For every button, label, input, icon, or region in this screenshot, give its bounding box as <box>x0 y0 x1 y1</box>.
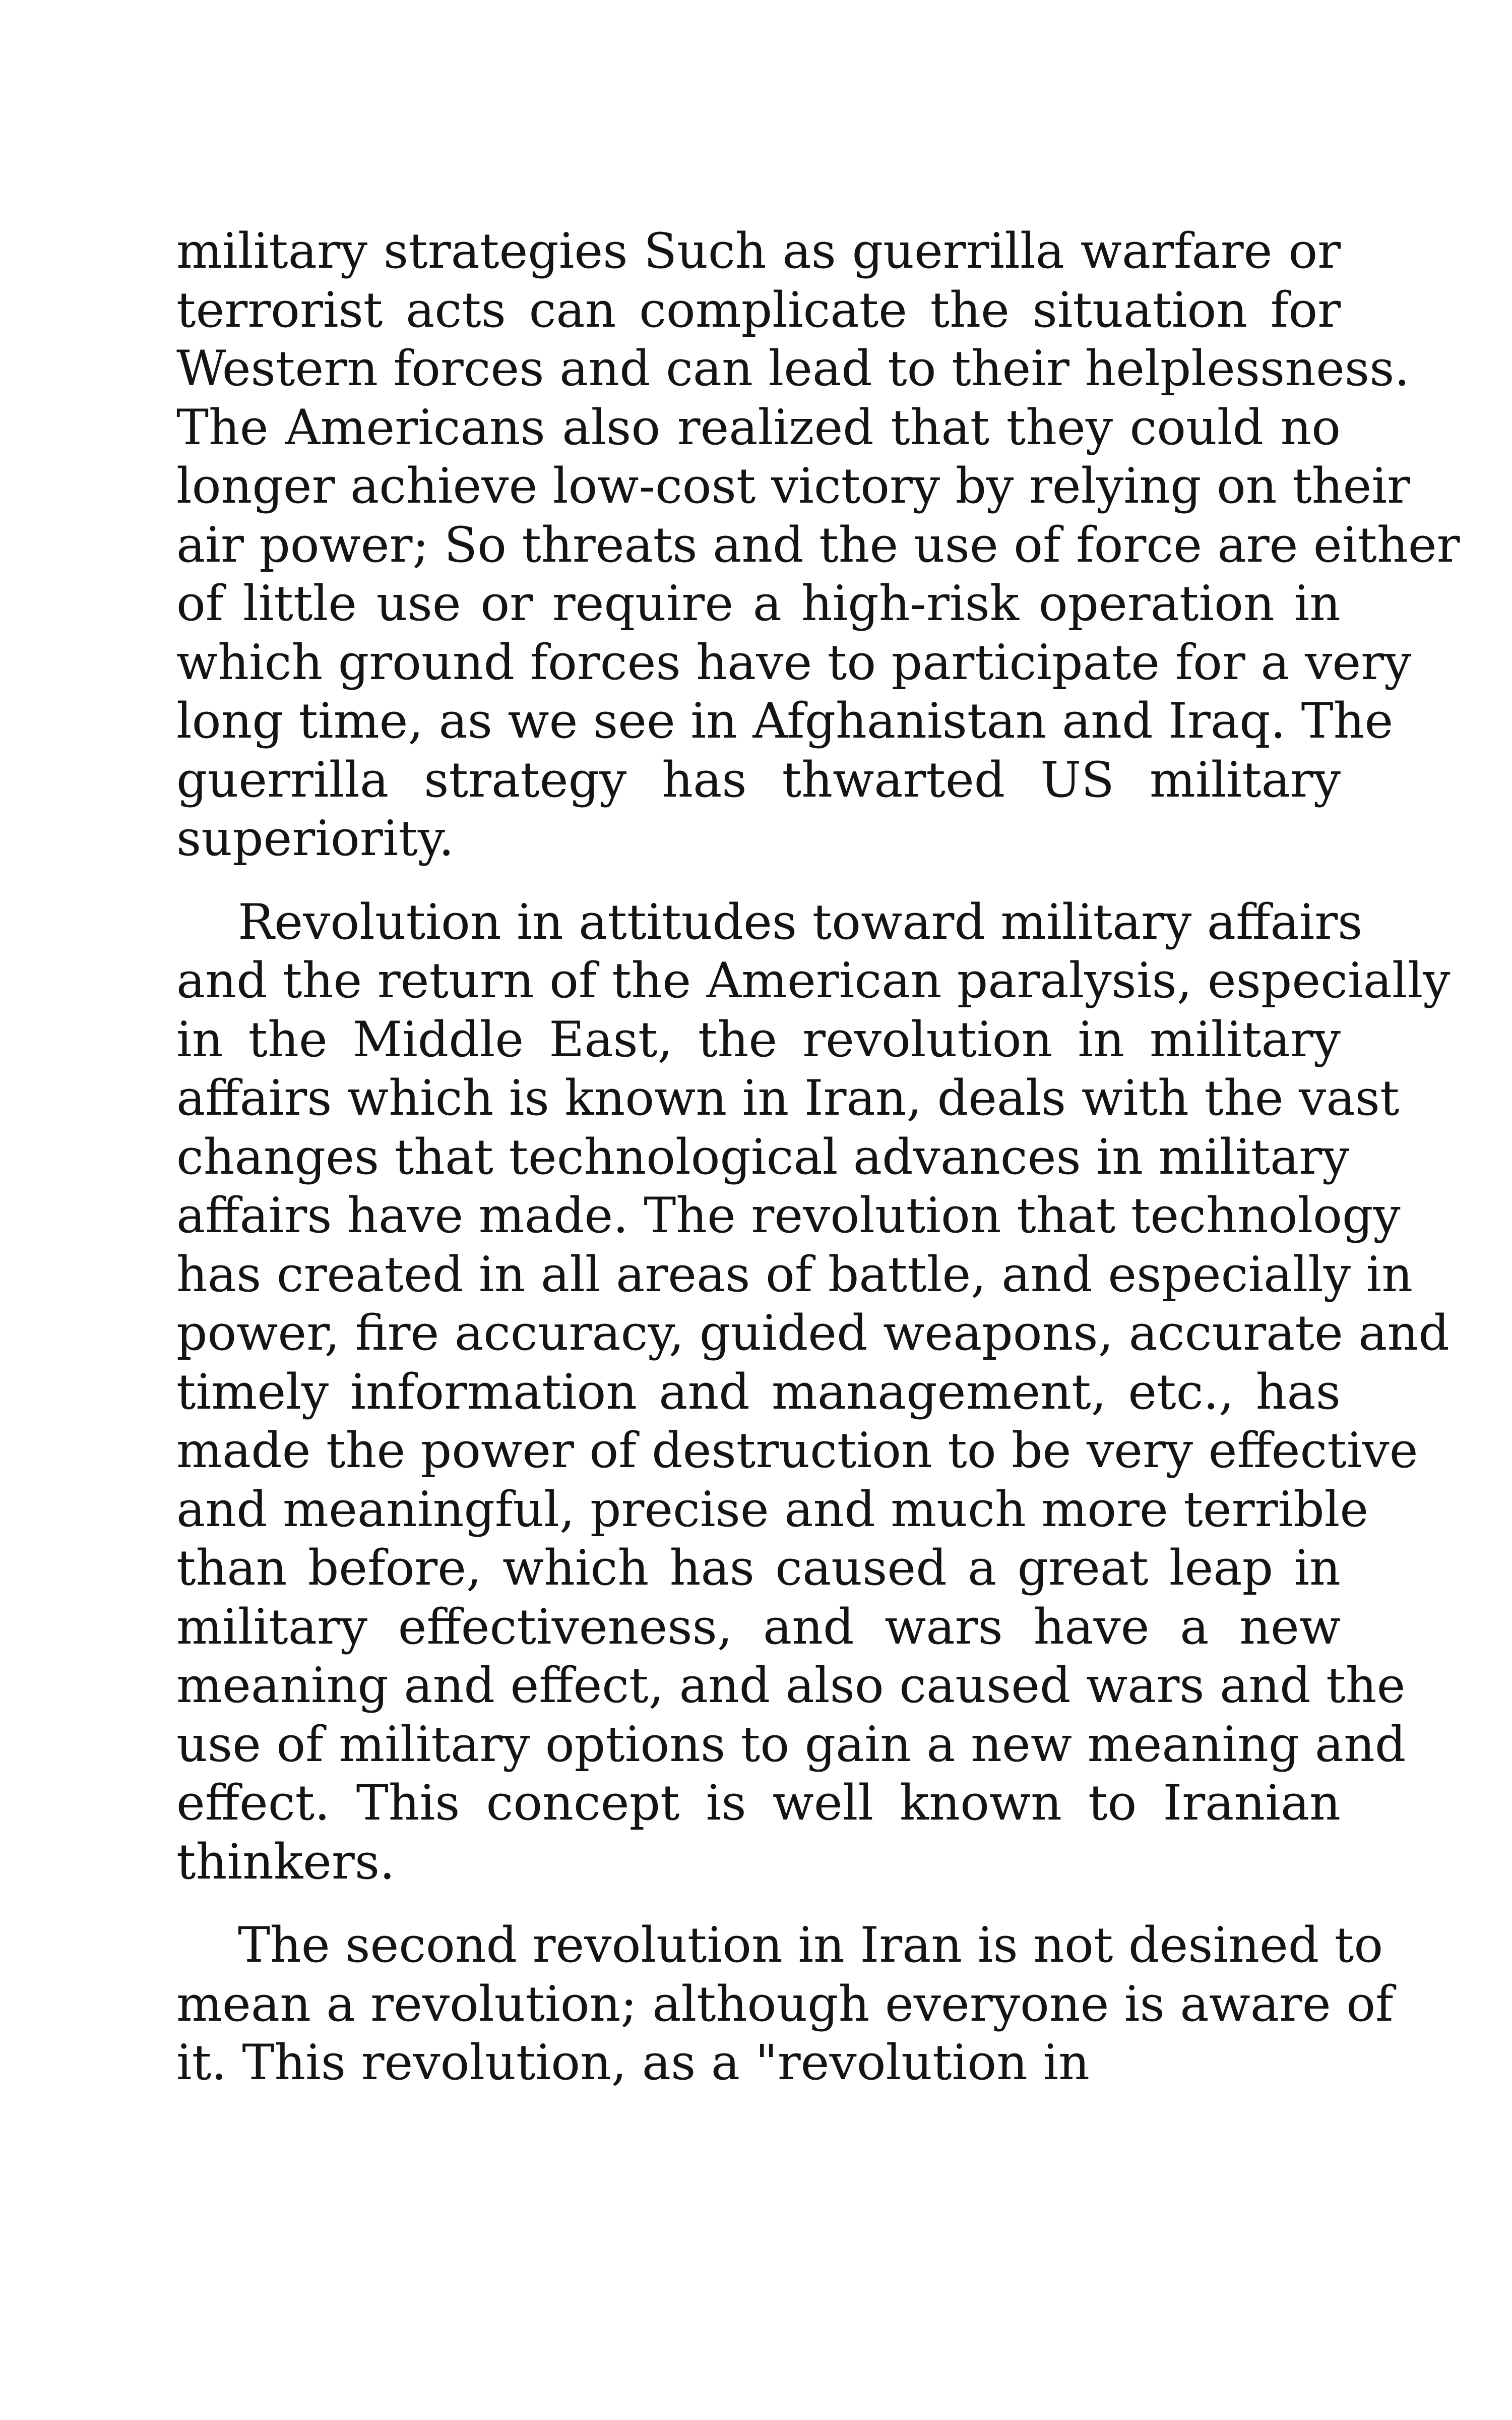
paragraph-2 <box>176 893 1451 1892</box>
text-line: meaning and effect, and also caused wars and the <box>176 1657 1406 1714</box>
text-line: affairs have made. The revolution that technology <box>176 1187 1401 1244</box>
text-line: affairs which is known in Iran, deals with the vast <box>176 1070 1400 1126</box>
text-line: has created in all areas of battle, and especially in <box>176 1246 1413 1303</box>
text-line: The second revolution in Iran is not desined to <box>238 1917 1383 1973</box>
text-line: and meaningful, precise and much more terrible <box>176 1481 1369 1538</box>
body-text <box>176 222 1460 2092</box>
text-line: Western forces and can lead to their helplessness. <box>176 340 1410 397</box>
text-line: than before, which has caused a great leap in <box>176 1540 1341 1596</box>
text-line: terrorist acts can complicate the situation for <box>176 281 1341 338</box>
paragraph-3 <box>176 1916 1394 2092</box>
text-line: changes that technological advances in military <box>176 1128 1350 1185</box>
text-line: longer achieve low-cost victory by relying on their <box>176 458 1410 514</box>
paragraph-1 <box>176 222 1460 868</box>
text-line: Revolution in attitudes toward military affairs <box>238 893 1363 950</box>
text-line: air power; So threats and the use of force are either <box>176 516 1460 573</box>
text-line: thinkers. <box>176 1833 395 1890</box>
text-line: power, fire accuracy, guided weapons, accurate and <box>176 1305 1450 1361</box>
text-line: of little use or require a high-risk operation in <box>176 575 1341 632</box>
text-line: military effectiveness, and wars have a new <box>176 1598 1341 1655</box>
text-line: use of military options to gain a new meaning and <box>176 1716 1406 1773</box>
text-line: timely information and management, etc., has <box>176 1363 1341 1420</box>
text-line: The Americans also realized that they could no <box>176 399 1341 456</box>
text-line: superiority. <box>176 810 454 867</box>
text-line: military strategies Such as guerrilla warfare or <box>176 223 1341 279</box>
text-line: effect. This concept is well known to Iranian <box>176 1775 1341 1831</box>
text-line: and the return of the American paralysis, especially <box>176 952 1451 1009</box>
text-line: in the Middle East, the revolution in military <box>176 1011 1341 1068</box>
text-line: long time, as we see in Afghanistan and Iraq. The <box>176 693 1394 749</box>
text-line: guerrilla strategy has thwarted US military <box>176 751 1341 808</box>
text-line: mean a revolution; although everyone is aware of <box>176 1975 1394 2032</box>
text-line: made the power of destruction to be very effective <box>176 1422 1418 1479</box>
text-line: which ground forces have to participate for a very <box>176 634 1412 691</box>
text-line: it. This revolution, as a "revolution in <box>176 2034 1090 2091</box>
